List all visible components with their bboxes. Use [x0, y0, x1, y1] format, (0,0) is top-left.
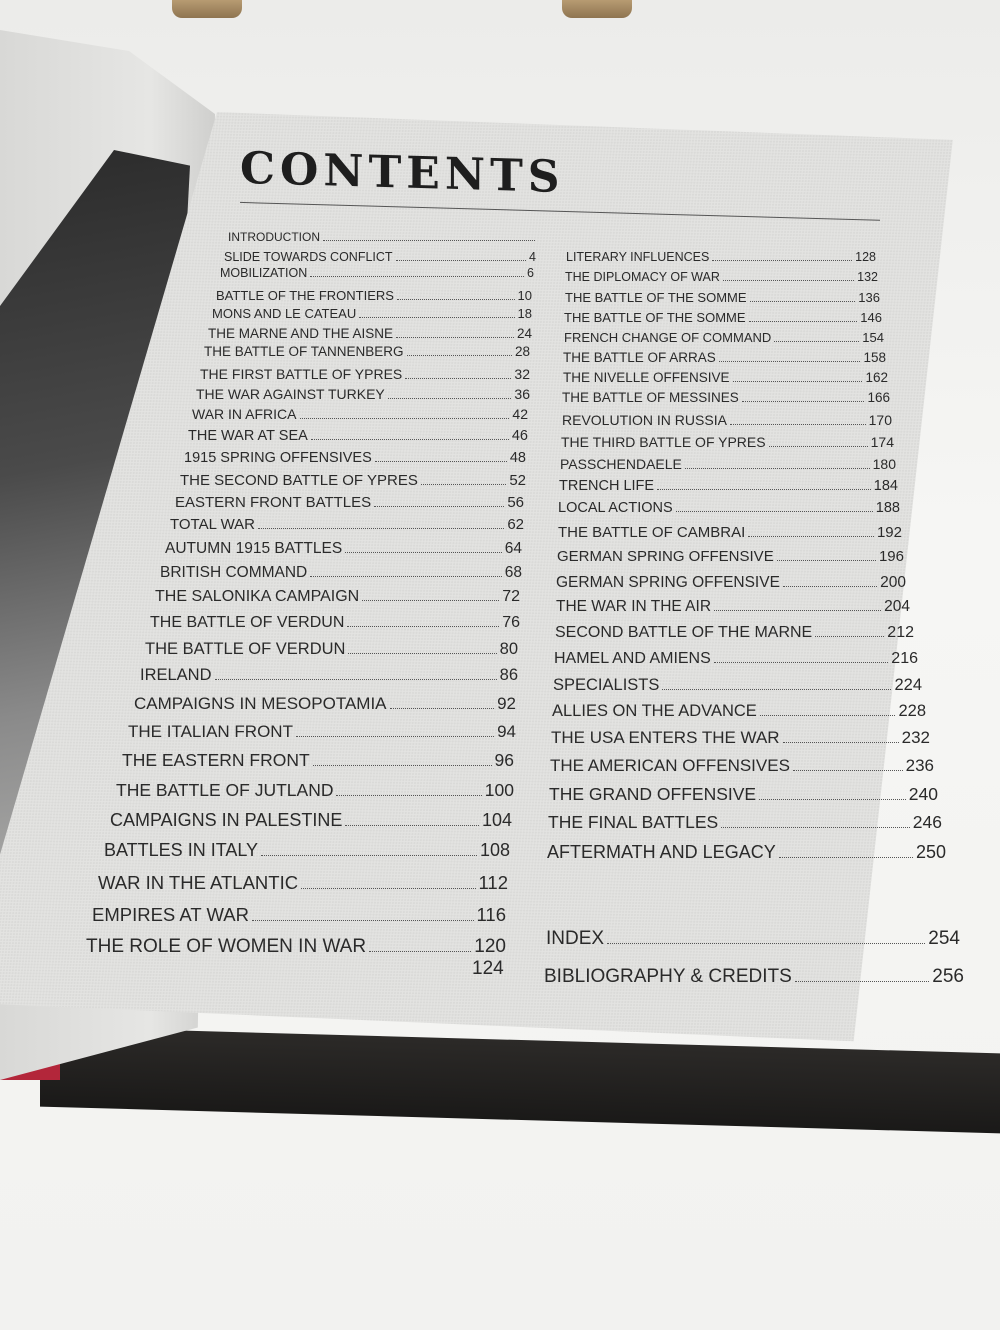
toc-entry-page: 46: [511, 428, 528, 444]
toc-entry: [204, 344, 530, 360]
toc-entry-title: INTRODUCTION: [228, 230, 320, 244]
toc-leader-dots: [300, 418, 510, 419]
toc-entry-page: 6: [527, 266, 534, 280]
toc-entry-title: INDEX: [546, 928, 605, 949]
toc-leader-dots: [748, 536, 874, 537]
toc-entry: [566, 250, 876, 265]
toc-leader-dots: [396, 337, 514, 338]
toc-entry-title: THE BATTLE OF VERDUN: [150, 614, 345, 631]
toc-entry-title: IRELAND: [140, 666, 212, 684]
toc-entry-title: THE USA ENTERS THE WAR: [551, 728, 780, 747]
toc-entry-page: 174: [870, 434, 894, 450]
toc-entry: [556, 598, 910, 616]
toc-entry-page: 188: [875, 500, 900, 516]
toc-entry-page: 80: [499, 640, 518, 658]
toc-entry-title: EMPIRES AT WAR: [92, 904, 249, 925]
toc-leader-dots: [407, 355, 512, 356]
toc-entry: [192, 406, 528, 423]
toc-leader-dots: [777, 560, 876, 561]
toc-entry: [170, 516, 524, 533]
toc-entry: [175, 494, 524, 511]
toc-entry: [220, 266, 534, 281]
toc-entry: [150, 614, 520, 632]
toc-entry: [565, 270, 878, 285]
toc-leader-dots: [723, 280, 854, 281]
toc-entry-page: 254: [928, 928, 960, 949]
toc-entry-title: THE BATTLE OF THE SOMME: [565, 290, 747, 305]
toc-entry-page: 166: [867, 390, 890, 405]
toc-entry-page: 180: [872, 456, 896, 472]
toc-entry-title: LITERARY INFLUENCES: [566, 250, 710, 264]
toc-entry: [548, 812, 942, 833]
toc-entry-title: REVOLUTION IN RUSSIA: [562, 412, 727, 428]
toc-leader-dots: [405, 378, 511, 379]
toc-entry-page: 236: [905, 756, 934, 775]
toc-entry: [98, 872, 508, 894]
toc-entry-page: 192: [876, 524, 902, 541]
toc-leader-dots: [397, 299, 515, 300]
toc-entry-title: TRENCH LIFE: [559, 478, 655, 494]
toc-entry: [184, 450, 526, 466]
toc-entry: [116, 780, 514, 801]
toc-leader-dots: [733, 381, 863, 382]
toc-entry-title: THE BATTLE OF ARRAS: [563, 350, 716, 365]
toc-leader-dots: [311, 439, 509, 440]
toc-entry-title: THE ROLE OF WOMEN IN WAR: [86, 936, 367, 957]
toc-leader-dots: [779, 857, 913, 858]
toc-entry: [196, 386, 530, 403]
toc-leader-dots: [730, 424, 866, 425]
toc-entry-title: THE WAR AGAINST TURKEY: [196, 386, 385, 402]
toc-entry-page: 108: [479, 840, 510, 860]
toc-entry-title: 1915 SPRING OFFENSIVES: [184, 450, 372, 466]
toc-entry-page: 76: [502, 614, 520, 631]
toc-entry: [180, 472, 526, 489]
toc-entry-title: GERMAN SPRING OFFENSIVE: [556, 574, 780, 591]
toc-entry: [564, 310, 882, 326]
toc-entry: [544, 966, 964, 988]
toc-leader-dots: [749, 321, 858, 322]
toc-entry-title: WAR IN THE ATLANTIC: [98, 872, 299, 893]
book-stand-right: [562, 0, 632, 18]
toc-entry: [559, 478, 898, 494]
toc-leader-dots: [795, 981, 930, 982]
toc-entry-title: THE BATTLE OF TANNENBERG: [204, 344, 404, 359]
toc-entry-title: THE WAR AT SEA: [188, 428, 308, 444]
toc-entry-page: 18: [517, 306, 532, 321]
toc-entry-title: ALLIES ON THE ADVANCE: [552, 702, 757, 720]
toc-entry-page: 10: [517, 288, 532, 303]
toc-leader-dots: [714, 610, 881, 611]
toc-entry-title: THE ITALIAN FRONT: [128, 722, 293, 741]
toc-entry: [200, 366, 530, 383]
toc-entry-page: 128: [855, 250, 876, 264]
toc-leader-dots: [359, 317, 514, 318]
toc-entry-page: 124: [472, 958, 504, 979]
toc-entry-page: 146: [860, 310, 882, 325]
toc-entry-page: 72: [502, 588, 520, 605]
toc-leader-dots: [783, 586, 877, 587]
toc-entry: [128, 722, 516, 742]
toc-entry-page: 64: [504, 540, 522, 557]
toc-entry-title: THE SALONIKA CAMPAIGN: [155, 588, 360, 605]
toc-leader-dots: [396, 260, 527, 261]
toc-entry-title: AFTERMATH AND LEGACY: [547, 842, 776, 862]
toc-leader-dots: [345, 825, 479, 826]
toc-entry: [86, 936, 506, 958]
toc-entry-title: WAR IN AFRICA: [192, 406, 297, 422]
toc-entry-title: TOTAL WAR: [170, 516, 256, 533]
toc-leader-dots: [783, 742, 899, 743]
toc-entry-page: 246: [912, 812, 942, 832]
toc-entry-page: 68: [504, 564, 522, 581]
toc-entry-title: THE BATTLE OF JUTLAND: [116, 780, 334, 800]
toc-leader-dots: [215, 679, 497, 680]
toc-leader-dots: [759, 799, 906, 800]
toc-entry-title: AUTUMN 1915 BATTLES: [165, 540, 343, 557]
toc-entry: [122, 750, 514, 771]
toc-entry-page: 86: [499, 666, 518, 684]
toc-entry-page: 42: [512, 406, 528, 422]
toc-entry-page: 104: [481, 810, 512, 830]
toc-leader-dots: [742, 401, 865, 402]
toc-entry: [208, 326, 532, 342]
toc-entry-title: BRITISH COMMAND: [160, 564, 308, 581]
toc-entry: [556, 574, 906, 592]
toc-entry-page: 170: [868, 412, 892, 428]
toc-entry: [561, 434, 894, 451]
toc-entry: [228, 230, 538, 245]
toc-entry-title: THE DIPLOMACY OF WAR: [565, 270, 720, 284]
toc-entry-title: THE THIRD BATTLE OF YPRES: [561, 434, 766, 450]
toc-entry-page: 184: [873, 478, 898, 494]
toc-entry: [555, 624, 914, 642]
toc-leader-dots: [296, 736, 494, 737]
toc-entry-title: GERMAN SPRING OFFENSIVE: [557, 548, 774, 565]
toc-entry-page: 196: [878, 548, 904, 565]
toc-entry-title: THE BATTLE OF MESSINES: [562, 390, 739, 405]
toc-leader-dots: [347, 626, 499, 627]
toc-entry: [216, 288, 532, 304]
toc-entry-title: THE SECOND BATTLE OF YPRES: [180, 472, 418, 489]
toc-leader-dots: [421, 484, 506, 485]
toc-leader-dots: [388, 398, 512, 399]
toc-entry-title: SECOND BATTLE OF THE MARNE: [555, 624, 813, 641]
toc-leader-dots: [313, 765, 492, 766]
toc-entry: [546, 928, 960, 950]
toc-entry: [212, 306, 532, 322]
toc-entry-page: 36: [514, 386, 530, 402]
toc-entry-page: 92: [497, 694, 516, 713]
toc-entry: [553, 676, 922, 695]
toc-entry: [563, 370, 888, 386]
toc-entry-page: 228: [898, 702, 926, 720]
toc-entry-page: 48: [509, 450, 526, 466]
toc-leader-dots: [676, 511, 873, 512]
toc-leader-dots: [657, 489, 871, 490]
toc-entry-title: MOBILIZATION: [220, 266, 308, 280]
toc-entry: [549, 784, 938, 805]
toc-entry-page: 120: [474, 936, 506, 957]
toc-entry: [104, 840, 510, 861]
toc-leader-dots: [375, 461, 507, 462]
toc-entry: [134, 694, 516, 714]
toc-leader-dots: [719, 361, 861, 362]
toc-entry-page: 100: [484, 780, 514, 800]
toc-entry-title: THE MARNE AND THE AISNE: [208, 326, 394, 341]
toc-leader-dots: [310, 576, 502, 577]
toc-entry-page: 62: [507, 516, 524, 533]
toc-entry-title: THE EASTERN FRONT: [122, 750, 310, 770]
toc-entry-title: THE GRAND OFFENSIVE: [549, 784, 757, 804]
toc-entry-page: 52: [509, 472, 526, 489]
toc-entry: [558, 500, 900, 516]
toc-entry-page: 4: [529, 250, 536, 264]
toc-entry: [160, 564, 522, 582]
toc-entry-title: THE FIRST BATTLE OF YPRES: [200, 366, 403, 382]
toc-entry-page: 162: [865, 370, 888, 385]
toc-leader-dots: [721, 827, 910, 828]
toc-leader-dots: [323, 240, 535, 241]
toc-entry-title: THE BATTLE OF VERDUN: [145, 640, 346, 658]
toc-leader-dots: [390, 708, 495, 709]
toc-entry: [145, 640, 518, 659]
toc-entry: [560, 456, 896, 473]
toc-entry-page: 32: [514, 366, 530, 382]
toc-entry-page: 204: [884, 598, 910, 615]
toc-leader-dots: [336, 795, 481, 796]
toc-entry-title: LOCAL ACTIONS: [558, 500, 673, 516]
toc-entry: [558, 524, 902, 541]
toc-entry: [547, 842, 946, 863]
toc-entry-title: THE BATTLE OF CAMBRAI: [558, 524, 746, 541]
toc-entry-page: 212: [887, 624, 914, 641]
toc-entry-title: FRENCH CHANGE OF COMMAND: [564, 330, 772, 345]
toc-entry-title: BATTLE OF THE FRONTIERS: [216, 288, 394, 303]
toc-entry-title: BATTLES IN ITALY: [104, 840, 259, 860]
toc-leader-dots: [685, 468, 870, 469]
toc-entry-page: 154: [862, 330, 884, 345]
toc-entry-title: THE BATTLE OF THE SOMME: [564, 310, 746, 325]
toc-entry-title: SLIDE TOWARDS CONFLICT: [224, 250, 393, 264]
toc-entry: [155, 588, 520, 606]
toc-leader-dots: [769, 446, 868, 447]
toc-entry-page: 112: [478, 872, 508, 893]
toc-entry-title: MONS AND LE CATEAU: [212, 306, 357, 321]
toc-entry-page: 56: [507, 494, 524, 511]
toc-entry: [551, 728, 930, 748]
toc-leader-dots: [774, 341, 859, 342]
toc-entry-title: CAMPAIGNS IN MESOPOTAMIA: [134, 694, 387, 713]
toc-entry-page: 256: [932, 966, 964, 987]
toc-entry-title: EASTERN FRONT BATTLES: [175, 494, 372, 511]
toc-leader-dots: [252, 920, 474, 921]
toc-leader-dots: [793, 770, 903, 771]
toc-entry-title: THE FINAL BATTLES: [548, 812, 719, 832]
toc-entry: [550, 756, 934, 776]
toc-entry-title: SPECIALISTS: [553, 676, 660, 694]
toc-leader-dots: [712, 260, 852, 261]
toc-leader-dots: [607, 943, 925, 944]
toc-entry: [552, 702, 926, 721]
toc-entry: [110, 810, 512, 831]
toc-leader-dots: [310, 276, 524, 277]
toc-leader-dots: [258, 528, 504, 529]
toc-entry-page: 132: [857, 270, 878, 284]
toc-entry-title: HAMEL AND AMIENS: [554, 650, 711, 667]
toc-entry: [562, 390, 890, 406]
toc-entry: [562, 412, 892, 429]
toc-entry-page: 232: [901, 728, 930, 747]
toc-entry-title: BIBLIOGRAPHY & CREDITS: [544, 966, 792, 987]
toc-entry-page: 136: [858, 290, 880, 305]
toc-entry: [140, 666, 518, 685]
toc-entry-title: THE WAR IN THE AIR: [556, 598, 712, 615]
toc-entry: [565, 290, 880, 306]
toc-leader-dots: [374, 506, 504, 507]
toc-entry: [563, 350, 886, 366]
toc-entry-page: 250: [915, 842, 946, 862]
toc-leader-dots: [261, 855, 477, 856]
toc-leader-dots: [301, 888, 475, 889]
toc-entry-page: 28: [514, 344, 530, 359]
toc-leader-dots: [714, 662, 889, 663]
toc-leader-dots: [362, 600, 499, 601]
toc-entry-page: 158: [863, 350, 886, 365]
toc-entry: [92, 904, 506, 926]
toc-entry-page: 216: [891, 650, 918, 667]
toc-entry: [165, 540, 522, 558]
book-stand-left: [172, 0, 242, 18]
toc-entry: [554, 650, 918, 668]
toc-leader-dots: [815, 636, 884, 637]
toc-entry: [224, 250, 536, 265]
toc-entry-title: PASSCHENDAELE: [560, 456, 682, 472]
toc-leader-dots: [348, 653, 496, 654]
toc-leader-dots: [760, 715, 896, 716]
toc-leader-dots: [662, 689, 891, 690]
toc-leader-dots: [345, 552, 502, 553]
contents-title: CONTENTS: [240, 142, 565, 203]
toc-leader-dots: [750, 301, 856, 302]
toc-entry-page: 116: [476, 904, 506, 925]
toc-entry: [557, 548, 904, 565]
toc-entry: [564, 330, 884, 346]
toc-leader-dots: [369, 951, 471, 952]
toc-entry-page: 200: [880, 574, 906, 591]
toc-entry-page: 240: [908, 784, 938, 804]
toc-entry: [188, 428, 528, 444]
toc-entry-title: THE AMERICAN OFFENSIVES: [550, 756, 790, 775]
toc-entry-title: THE NIVELLE OFFENSIVE: [563, 370, 730, 385]
toc-entry-page: 224: [894, 676, 922, 694]
toc-entry-page: 94: [497, 722, 516, 741]
toc-entry-page: 24: [516, 326, 532, 341]
toc-entry-title: CAMPAIGNS IN PALESTINE: [110, 810, 343, 830]
toc-entry-page: 96: [494, 750, 514, 770]
